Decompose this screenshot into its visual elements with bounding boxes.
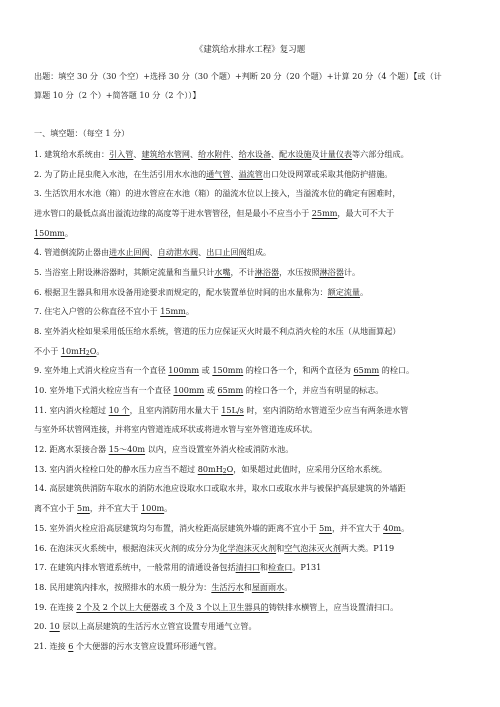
question-text: 以内，应当设置室外消火栓或消防水池。 bbox=[145, 444, 294, 454]
answer-blank: 65mm bbox=[353, 365, 380, 375]
question-2 bbox=[34, 168, 466, 180]
document-title: 《建筑给水排水工程》复习题 bbox=[194, 45, 306, 55]
question-text: 12. 距离水泵接合器 bbox=[34, 444, 109, 454]
question-21 bbox=[34, 640, 466, 652]
question-text: 离不宜小于 bbox=[34, 503, 78, 513]
question-text: 10. 室外地下式消火栓应当有一个直径 bbox=[34, 385, 174, 395]
question-text: 层以上高层建筑的生活污水立管宜设置专用通气立管。 bbox=[59, 621, 257, 631]
question-text: 11. 室内消火栓超过 bbox=[34, 405, 109, 415]
answer-blank: 屋面雨水 bbox=[251, 582, 285, 592]
answer-blank: 25mm bbox=[311, 208, 338, 218]
question-13 bbox=[34, 463, 466, 478]
question-text: 的栓口。 bbox=[379, 365, 415, 375]
question-3-line-3 bbox=[34, 227, 466, 239]
question-text: 不小于 bbox=[34, 346, 61, 356]
answer-blank: 5m bbox=[319, 523, 332, 533]
question-text: 或 bbox=[199, 365, 213, 375]
subscript: 2 bbox=[222, 468, 227, 475]
question-text: 、 bbox=[230, 149, 239, 159]
answer-blank: 40m bbox=[383, 523, 402, 533]
answer-blank bbox=[61, 346, 97, 356]
question-text: 个大便器的污水支管应设置环形通气管。 bbox=[73, 641, 222, 651]
question-text: 1. 建筑给水系统由： bbox=[34, 149, 110, 159]
question-text: ，水压按照 bbox=[279, 267, 320, 277]
answer-blank: 化学泡沫灭火剂 bbox=[219, 543, 277, 553]
question-text: 两大类。P119 bbox=[340, 543, 395, 553]
question-text: 16. 在泡沫灭火系统中，根据泡沫灭火剂的成分分为 bbox=[34, 543, 220, 553]
answer-blank: 6 bbox=[68, 641, 74, 651]
answer-blank: 自动泄水阀 bbox=[157, 247, 199, 257]
answer-blank: 水嘴 bbox=[214, 267, 231, 277]
question-15 bbox=[34, 522, 466, 534]
question-17 bbox=[34, 561, 466, 573]
answer-blank: 15L/s bbox=[221, 405, 244, 415]
question-text: 等六部分组成。 bbox=[352, 149, 409, 159]
question-text: 15. 室外消火栓应沿高层建筑均匀布置，消火栓距高层建筑外墙的距离不宜小于 bbox=[34, 523, 320, 533]
question-9 bbox=[34, 364, 466, 376]
answer-blank: 100mm bbox=[173, 385, 205, 395]
subscript: 2 bbox=[85, 350, 90, 357]
question-8-line-2 bbox=[34, 345, 466, 360]
answer-blank: 进水止回阀 bbox=[109, 247, 150, 257]
question-3-line-1: 3. 生活饮用水水池（箱）的进水管应在水池（箱）的溢流水位以上接入，当溢流水位的确定有困难时， bbox=[34, 188, 401, 198]
question-text: 、 bbox=[271, 149, 280, 159]
answer-blank: 计量仪表 bbox=[319, 149, 353, 159]
question-text: 或 bbox=[204, 385, 218, 395]
answer-text: O bbox=[226, 464, 234, 474]
question-text: 。 bbox=[401, 523, 410, 533]
section-heading: 一、填空题：（每空 1 分） bbox=[34, 128, 130, 138]
question-text: 13. 室内消火栓栓口处的静水压力应当不超过 bbox=[34, 464, 198, 474]
answer-blank: 10 个 bbox=[108, 405, 130, 415]
question-text: 。 bbox=[359, 287, 369, 297]
answer-blank: 5m bbox=[77, 503, 90, 513]
question-text: 计。 bbox=[343, 267, 361, 277]
question-text: 21. 连接 bbox=[34, 641, 69, 651]
question-11-line-2: 与室外环状管网连接，并将室内管道连成环状或将进水管与室外管道连成环状。 bbox=[34, 424, 318, 434]
answer-text: 80mH bbox=[197, 464, 223, 474]
question-text: ，并不宜大于 bbox=[89, 503, 142, 513]
question-14-line-1: 14. 高层建筑供消防车取水的消防水池应设取水口或取水井，取水口或取水井与被保护高层建筑的外墙距 bbox=[34, 483, 406, 493]
question-10 bbox=[34, 384, 466, 396]
question-text: 铸铁排水横管上，应当设置清扫口。 bbox=[268, 602, 399, 612]
question-5 bbox=[34, 266, 466, 278]
answer-blank: 引入管 bbox=[109, 149, 134, 159]
answer-blank: 150mm bbox=[34, 228, 65, 238]
answer-blank: 溢流管 bbox=[238, 169, 263, 179]
question-19 bbox=[34, 601, 466, 613]
question-text: 。 bbox=[185, 306, 194, 316]
question-text: ，最大可不大于 bbox=[337, 208, 395, 218]
answer-blank: 建筑给水管网 bbox=[141, 149, 191, 159]
question-text: 、 bbox=[230, 169, 239, 179]
question-text: 和 bbox=[276, 543, 285, 553]
question-text: 出口处设网罩或采取其他防护措施。 bbox=[262, 169, 393, 179]
question-text: 。 bbox=[64, 228, 73, 238]
question-11-line-1 bbox=[34, 404, 466, 416]
question-4 bbox=[34, 246, 466, 258]
question-text: 20. bbox=[34, 621, 50, 631]
answer-blank: 通气管 bbox=[206, 169, 231, 179]
question-text: 、 bbox=[190, 149, 199, 159]
answer-blank: 淋浴器 bbox=[254, 267, 280, 277]
question-text: ，不计 bbox=[230, 267, 255, 277]
answer-blank: 65mm bbox=[217, 385, 244, 395]
question-text: 4. 管道倒流防止器由 bbox=[34, 247, 110, 257]
question-text: ，如果超过此值时，应采用分区给水系统。 bbox=[233, 464, 388, 474]
question-14-line-2 bbox=[34, 502, 466, 514]
answer-blank: 150mm bbox=[212, 365, 244, 375]
question-1 bbox=[34, 148, 466, 160]
question-text: 和 bbox=[259, 562, 269, 572]
question-text: 6. 根据卫生器具和用水设备用途要求而规定的，配水装置单位时间的出水量称为： bbox=[34, 287, 328, 297]
answer-blank: 出口止回阀 bbox=[206, 247, 247, 257]
answer-blank: 生活污水 bbox=[211, 582, 244, 592]
answer-blank: 给水附件 bbox=[198, 149, 231, 159]
answer-blank: 检查口 bbox=[268, 562, 293, 572]
question-text: 时，室内消防给水管道至少应当有两条进水管 bbox=[243, 405, 409, 415]
question-16 bbox=[34, 542, 466, 554]
question-6 bbox=[34, 286, 466, 298]
answer-blank: 额定流量 bbox=[327, 287, 360, 297]
question-text: 、 bbox=[133, 149, 142, 159]
question-text: ，并不宜大于 bbox=[331, 523, 384, 533]
question-text: 。 bbox=[164, 503, 173, 513]
answer-blank bbox=[198, 464, 234, 474]
answer-blank: 空气泡沫灭火剂 bbox=[284, 543, 341, 553]
question-text: 。 bbox=[284, 582, 293, 592]
question-text: 和 bbox=[243, 582, 252, 592]
question-text: 18. 民用建筑内排水，按照排水的水质一般分为： bbox=[34, 582, 212, 592]
question-text: 的栓口各一个，和两个直径为 bbox=[243, 365, 354, 375]
answer-blank: 给水设备 bbox=[238, 149, 272, 159]
answer-blank: 15mm bbox=[160, 306, 186, 316]
question-text: 、 bbox=[198, 247, 207, 257]
answer-blank: 10 bbox=[49, 621, 60, 631]
answer-text: 10mH bbox=[60, 346, 86, 356]
answer-blank: 100mm bbox=[168, 365, 200, 375]
question-text: 5. 当浴室上附设淋浴器时，其额定流量和当量只计 bbox=[34, 267, 215, 277]
question-text: 7. 住宅入户管的公称直径不宜小于 bbox=[34, 306, 161, 316]
exam-structure-line-1: 出题：填空 30 分（30 个空）+选择 30 分（30 个题）+判断 20 分（20 个题）+计算 20 分（4 个题）【或（计 bbox=[34, 71, 442, 81]
question-text: 。 bbox=[96, 346, 105, 356]
question-text: 进水管口的最低点高出溢流边缘的高度等于进水管管径，但是最小不应当小于 bbox=[34, 208, 312, 218]
answer-blank: 淋浴器 bbox=[319, 267, 344, 277]
exam-structure-line-2: 算题 10 分（2 个）+简答题 10 分（2 个））】 bbox=[34, 90, 201, 100]
question-20 bbox=[34, 620, 466, 632]
question-text: 9. 室外地上式消火栓应当有一个直径 bbox=[34, 365, 169, 375]
question-text: 17. 在建筑内排水管道系统中，一般常用的清通设备包括 bbox=[34, 562, 236, 572]
answer-text: O bbox=[89, 346, 97, 356]
question-text: 组成。 bbox=[246, 247, 272, 257]
answer-blank: 2 个及 2 个以上大便器或 3 个及 3 个以上卫生器具的 bbox=[76, 602, 269, 612]
question-text: ，且室内消防用水量大于 bbox=[129, 405, 222, 415]
question-text: 19. 在连接 bbox=[34, 602, 77, 612]
question-text: 2. 为了防止昆虫爬入水池，在生活引用水水池的 bbox=[34, 169, 207, 179]
question-7 bbox=[34, 305, 466, 317]
answer-blank: 15～40m bbox=[108, 444, 146, 454]
question-text: 、 bbox=[149, 247, 158, 257]
question-12 bbox=[34, 443, 466, 455]
answer-blank: 清扫口 bbox=[235, 562, 260, 572]
question-3-line-2 bbox=[34, 207, 466, 219]
question-text: 。P131 bbox=[292, 562, 322, 572]
answer-blank: 配水设施 bbox=[279, 149, 312, 159]
question-18 bbox=[34, 581, 466, 593]
answer-blank: 100m bbox=[141, 503, 165, 513]
question-text: 及 bbox=[311, 149, 320, 159]
question-text: 的栓口各一个，并应当有明显的标志。 bbox=[243, 385, 384, 395]
question-8-line-1: 8. 室外消火栓如果采用低压给水系统，管道的压力应保证灭火时最不利点消火栓的水压（从地面算起） bbox=[34, 326, 401, 336]
